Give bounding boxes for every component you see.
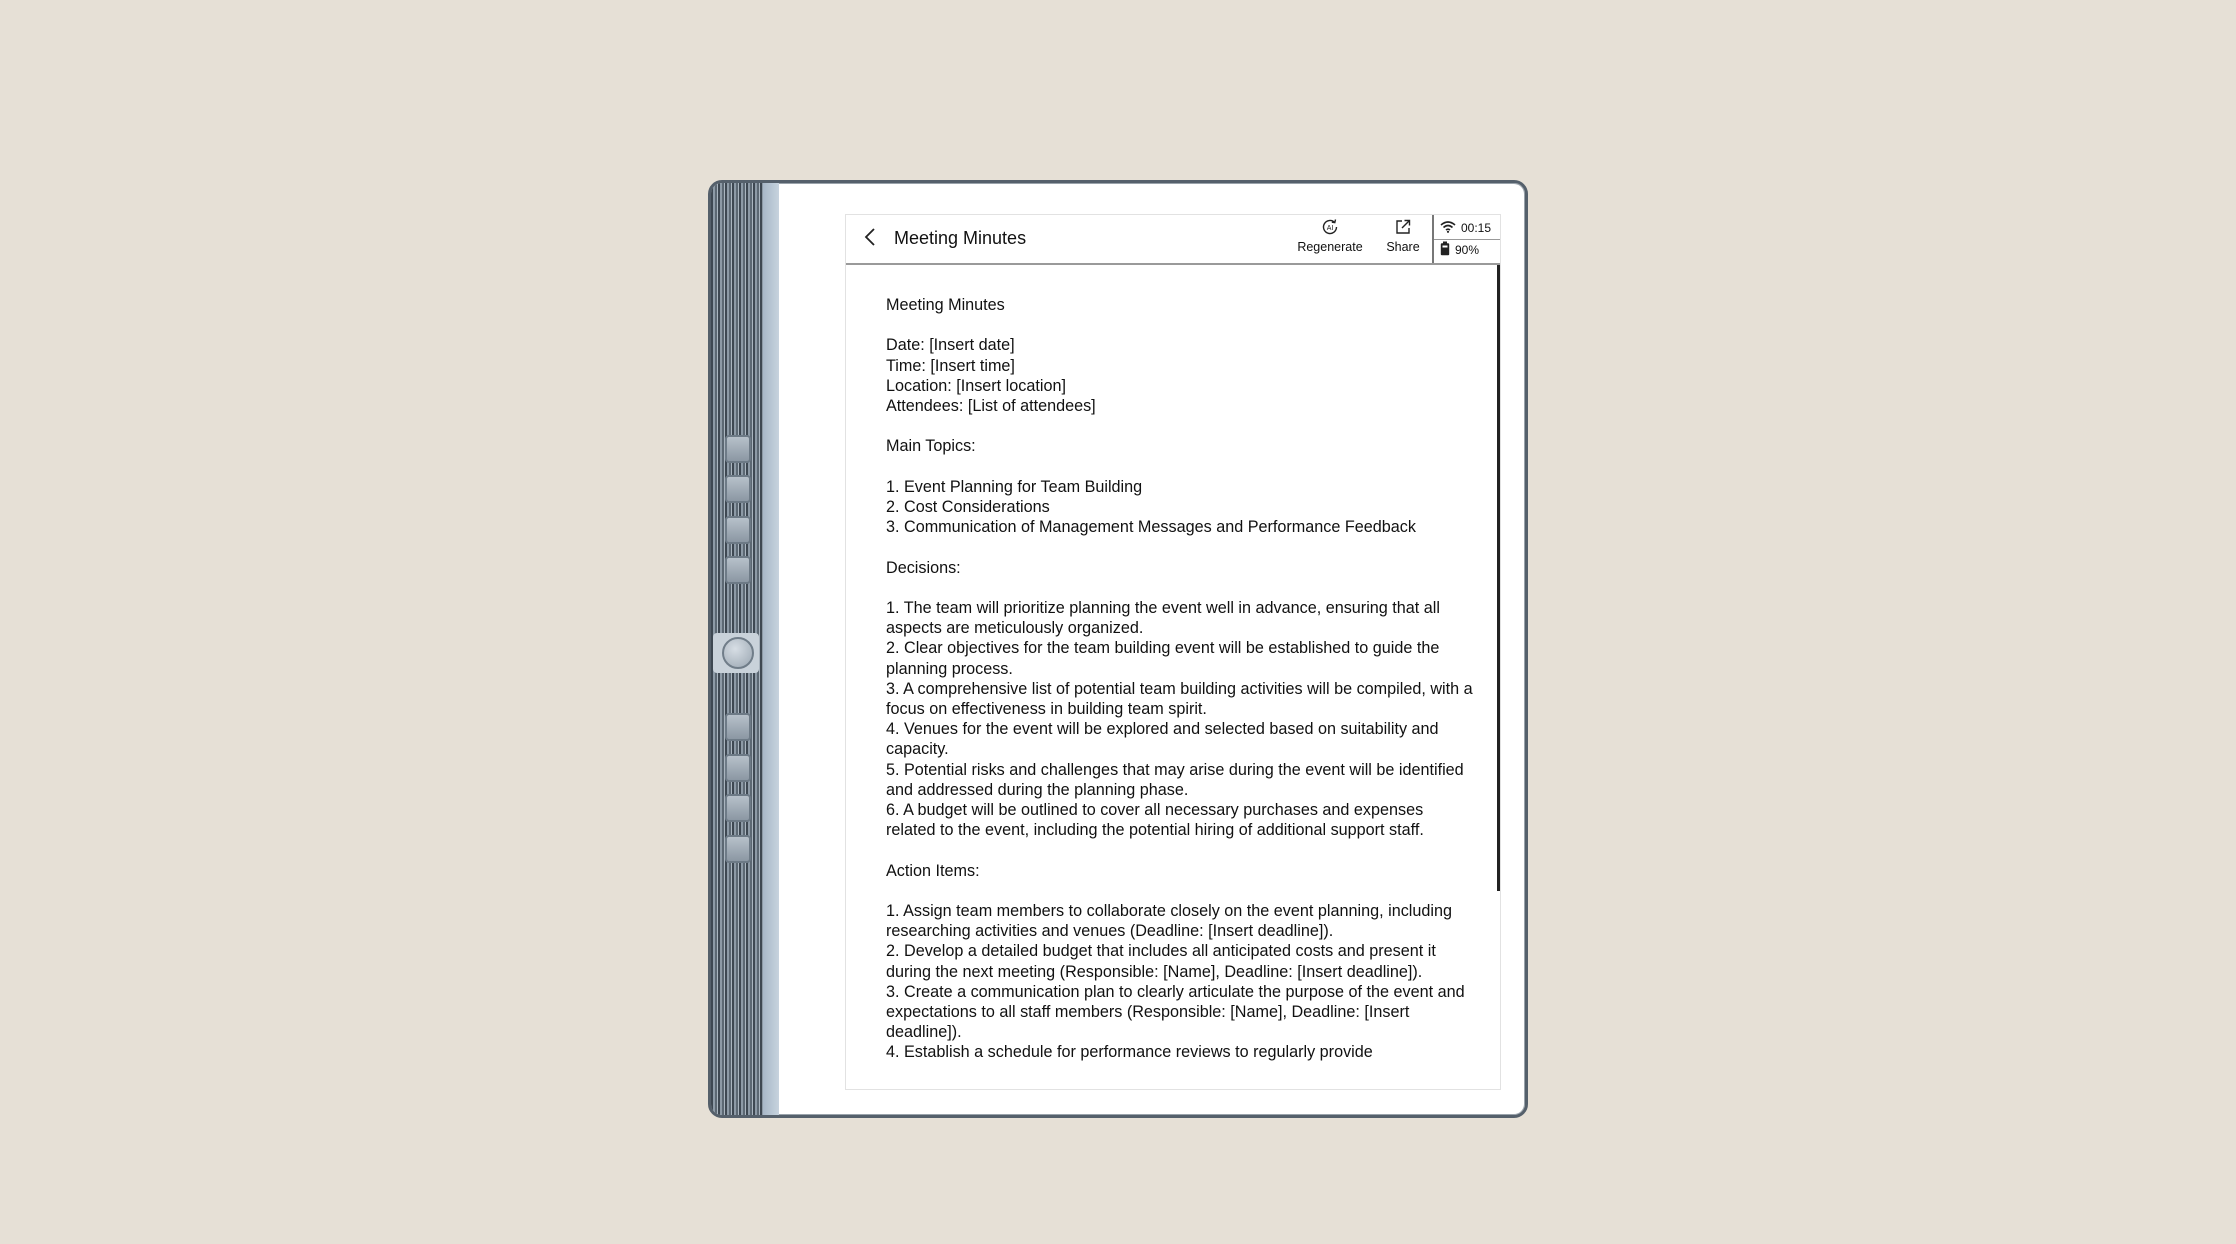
list-item: 1. The team will prioritize planning the event well in advance, ensuring that all aspects are meticulously organized. (886, 598, 1440, 638)
back-button[interactable] (856, 223, 884, 255)
main-topics-list (886, 477, 1476, 538)
decisions-list (886, 598, 1476, 840)
battery-icon (1440, 241, 1455, 259)
spine-key (725, 556, 751, 584)
spine-key (725, 435, 751, 463)
meta-attendees: Attendees: [List of attendees] (886, 397, 1096, 415)
device-spine-edge (763, 183, 779, 1115)
status-battery: 90% (1455, 243, 1480, 257)
spine-key (725, 475, 751, 503)
list-item: 3. Communication of Management Messages and Performance Feedback (886, 518, 1416, 537)
app-screen (845, 214, 1501, 1090)
list-item: 6. A budget will be outlined to cover all necessary purchases and expenses related to the event, including the potential hiring of additional support staff. (886, 801, 1424, 840)
meeting-meta (886, 335, 1476, 416)
share-label: Share (1386, 240, 1420, 254)
share-button[interactable] (1372, 217, 1434, 254)
list-item: 3. A comprehensive list of potential team building activities will be compiled, with a focus on effectiveness in building team spirit. (886, 679, 1473, 718)
list-item: 3. Create a communication plan to clearly articulate the purpose of the event and expectations to all staff members (Responsible: [Name], Deadline: [Insert deadline]). (886, 982, 1465, 1042)
meta-date: Date: [Insert date] (886, 336, 1015, 355)
spine-knob (722, 637, 754, 669)
status-panel (1432, 215, 1500, 263)
status-divider (1434, 239, 1500, 240)
action-items-list (886, 901, 1476, 1063)
ai-regenerate-icon (1320, 217, 1340, 240)
list-item: 2. Develop a detailed budget that includes all anticipated costs and present it during the next meeting (Responsible: [Name], Deadline: [Insert deadline]). (886, 942, 1436, 981)
meta-time: Time: [Insert time] (886, 356, 1015, 375)
document-heading: Meeting Minutes (886, 296, 1005, 314)
wifi-icon (1440, 221, 1461, 236)
page-title: Meeting Minutes (894, 228, 1027, 248)
spine-key (725, 754, 751, 782)
action-items-heading: Action Items: (886, 861, 980, 880)
list-item: 2. Cost Considerations (886, 497, 1050, 516)
list-item: 2. Clear objectives for the team building event will be established to guide the planning process. (886, 639, 1440, 678)
status-time: 00:15 (1461, 221, 1492, 235)
top-bar (846, 215, 1500, 265)
list-item: 1. Assign team members to collaborate closely on the event planning, including researching activities and venues (Deadline: [Insert deadline]). (886, 901, 1452, 941)
main-topics-heading: Main Topics: (886, 437, 976, 456)
list-item: 1. Event Planning for Team Building (886, 477, 1143, 496)
spine-key (725, 516, 751, 544)
status-battery-row (1440, 241, 1479, 259)
list-item: 4. Establish a schedule for performance reviews to regularly provide (886, 1043, 1373, 1062)
status-time-row (1440, 219, 1491, 237)
list-item: 4. Venues for the event will be explored and selected based on suitability and capacity. (886, 720, 1439, 759)
spine-key (725, 713, 751, 741)
list-item: 5. Potential risks and challenges that may arise during the event will be identified and addressed during the planning phase. (886, 760, 1464, 799)
spine-key (725, 794, 751, 822)
chevron-left-icon (863, 227, 877, 252)
scrollbar[interactable] (1497, 265, 1500, 891)
decisions-heading: Decisions: (886, 558, 961, 577)
regenerate-label: Regenerate (1297, 240, 1363, 254)
spine-key (725, 835, 751, 863)
document-body (886, 295, 1476, 1063)
regenerate-button[interactable] (1289, 217, 1371, 254)
share-icon (1393, 217, 1413, 240)
meta-location: Location: [Insert location] (886, 376, 1066, 395)
svg-text:AI: AI (1326, 224, 1334, 232)
